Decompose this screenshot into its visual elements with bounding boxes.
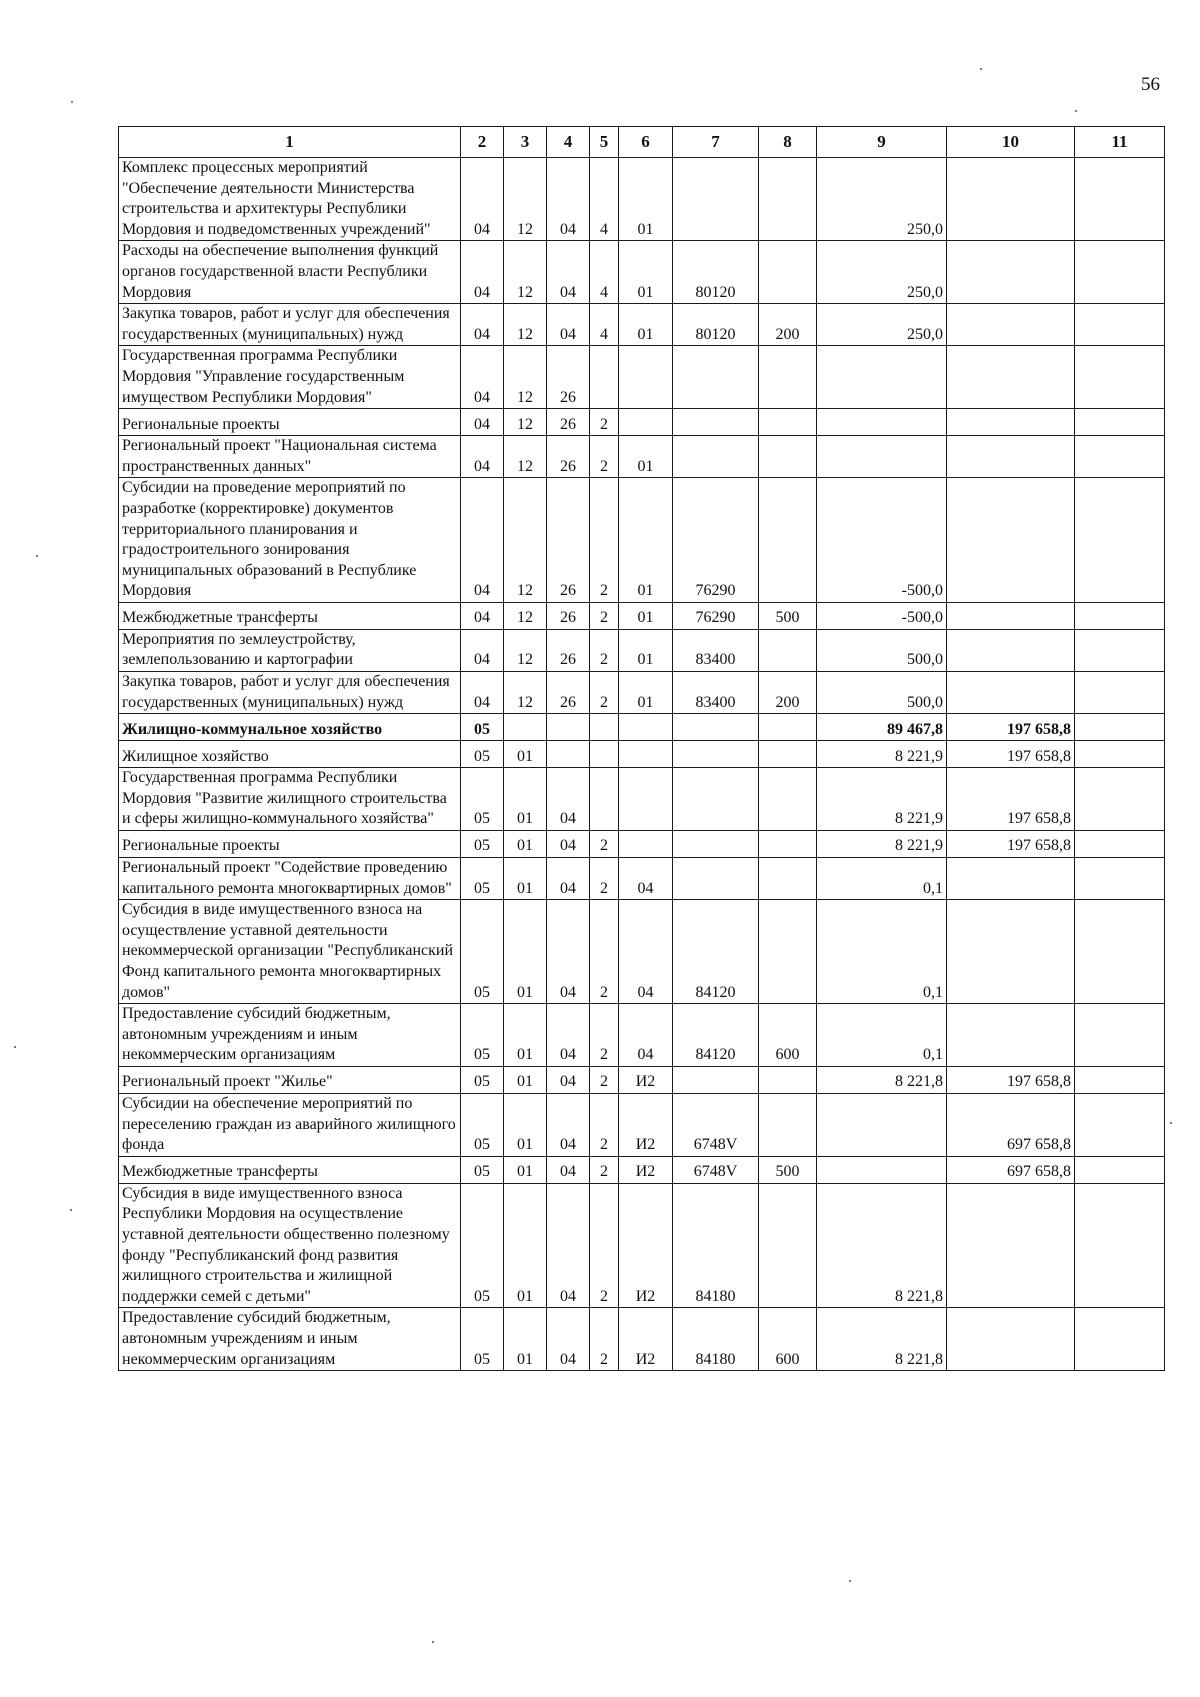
table-cell	[947, 858, 1075, 900]
scan-speck	[71, 101, 73, 103]
table-cell	[947, 304, 1075, 346]
row-name-cell: Предоставление субсидий бюджетным, автономным учреждениям и иным некоммерческим организациям	[119, 1004, 461, 1067]
table-cell: 01	[504, 1156, 547, 1183]
table-cell	[1075, 831, 1165, 858]
table-cell	[759, 629, 817, 671]
table-cell	[547, 714, 590, 741]
table-row	[119, 478, 1165, 603]
column-header: 4	[547, 127, 590, 158]
row-name-cell: Региональные проекты	[119, 831, 461, 858]
column-header: 5	[590, 127, 619, 158]
table-cell: 2	[590, 831, 619, 858]
table-cell	[1075, 436, 1165, 478]
table-cell: И2	[619, 1066, 673, 1093]
table-cell	[947, 346, 1075, 409]
column-header: 10	[947, 127, 1075, 158]
table-cell	[1075, 241, 1165, 304]
table-cell: 01	[619, 629, 673, 671]
table-cell: 250,0	[817, 158, 947, 241]
table-cell: 01	[504, 831, 547, 858]
row-name-cell: Региональные проекты	[119, 409, 461, 436]
table-cell	[1075, 900, 1165, 1004]
table-cell	[1075, 714, 1165, 741]
table-cell: 83400	[673, 672, 759, 714]
row-name-cell: Государственная программа Республики Мордовия "Развитие жилищного строительства и сферы жилищно-коммунального хозяйства"	[119, 768, 461, 831]
table-row	[119, 714, 1165, 741]
table-cell: 83400	[673, 629, 759, 671]
row-name-cell: Комплекс процессных мероприятий "Обеспечение деятельности Министерства строительства и архитектуры Республики Мордовия и подведомственных учреждений"	[119, 158, 461, 241]
table-cell	[1075, 1183, 1165, 1308]
table-cell	[947, 1183, 1075, 1308]
table-cell	[817, 1093, 947, 1156]
table-cell: 6748V	[673, 1093, 759, 1156]
table-cell	[1075, 409, 1165, 436]
table-cell: 04	[547, 158, 590, 241]
table-cell: 84120	[673, 900, 759, 1004]
table-cell	[947, 409, 1075, 436]
table-cell: 2	[590, 436, 619, 478]
table-cell	[673, 1066, 759, 1093]
row-name-cell: Жилищно-коммунальное хозяйство	[119, 714, 461, 741]
row-name-cell: Предоставление субсидий бюджетным, автономным учреждениям и иным некоммерческим организациям	[119, 1308, 461, 1371]
table-cell: И2	[619, 1093, 673, 1156]
table-row	[119, 1004, 1165, 1067]
table-cell: 12	[504, 346, 547, 409]
table-cell: 05	[461, 1156, 504, 1183]
table-cell	[619, 831, 673, 858]
table-cell: 26	[547, 436, 590, 478]
table-cell: 0,1	[817, 1004, 947, 1067]
table-cell	[1075, 1308, 1165, 1371]
table-cell	[759, 741, 817, 768]
table-cell: 2	[590, 409, 619, 436]
table-cell: 2	[590, 1066, 619, 1093]
column-header: 6	[619, 127, 673, 158]
table-cell: 8 221,8	[817, 1183, 947, 1308]
table-cell: 04	[619, 1004, 673, 1067]
table-cell: 250,0	[817, 241, 947, 304]
table-cell: 05	[461, 768, 504, 831]
table-cell: 04	[547, 1004, 590, 1067]
table-cell	[1075, 629, 1165, 671]
scan-speck	[849, 1580, 851, 1582]
table-cell	[759, 1183, 817, 1308]
table-cell	[947, 158, 1075, 241]
table-cell: 01	[504, 1308, 547, 1371]
table-cell: 01	[619, 672, 673, 714]
row-name-cell: Субсидии на проведение мероприятий по разработке (корректировке) документов территориального планирования и градостроительного зонирования муниципальных образований в Республике Мордовия	[119, 478, 461, 603]
table-cell: 12	[504, 304, 547, 346]
table-row	[119, 768, 1165, 831]
table-cell	[673, 346, 759, 409]
table-cell: 04	[547, 1093, 590, 1156]
table-cell: 89 467,8	[817, 714, 947, 741]
row-name-cell: Субсидия в виде имущественного взноса на осуществление уставной деятельности некоммерческой организации "Республиканский Фонд капитального ремонта многоквартирных домов"	[119, 900, 461, 1004]
column-header: 3	[504, 127, 547, 158]
table-cell: 250,0	[817, 304, 947, 346]
table-cell: 84180	[673, 1308, 759, 1371]
table-cell	[1075, 346, 1165, 409]
column-header: 8	[759, 127, 817, 158]
table-cell	[673, 436, 759, 478]
table-cell: 2	[590, 1308, 619, 1371]
table-row	[119, 672, 1165, 714]
table-row	[119, 1093, 1165, 1156]
table-cell: -500,0	[817, 478, 947, 603]
table-cell	[673, 768, 759, 831]
table-cell	[947, 672, 1075, 714]
table-cell	[759, 346, 817, 409]
table-cell: 197 658,8	[947, 714, 1075, 741]
table-cell: 04	[461, 629, 504, 671]
table-cell	[759, 1093, 817, 1156]
table-cell: 200	[759, 672, 817, 714]
table-cell: 01	[619, 478, 673, 603]
table-cell: 2	[590, 1156, 619, 1183]
table-cell	[759, 1066, 817, 1093]
table-cell: 04	[547, 1183, 590, 1308]
scan-speck	[70, 1209, 72, 1211]
table-cell	[673, 158, 759, 241]
table-cell	[619, 714, 673, 741]
table-cell: 04	[461, 241, 504, 304]
table-row	[119, 900, 1165, 1004]
table-cell: 05	[461, 1004, 504, 1067]
table-cell: 76290	[673, 602, 759, 629]
table-cell: 04	[547, 1308, 590, 1371]
table-cell: 01	[504, 858, 547, 900]
table-cell	[759, 900, 817, 1004]
table-cell	[947, 241, 1075, 304]
scan-speck	[36, 555, 38, 557]
table-cell: 04	[461, 602, 504, 629]
table-cell: 500,0	[817, 629, 947, 671]
table-cell	[673, 741, 759, 768]
table-cell	[759, 478, 817, 603]
row-name-cell: Жилищное хозяйство	[119, 741, 461, 768]
column-header: 11	[1075, 127, 1165, 158]
table-row	[119, 241, 1165, 304]
table-cell: 4	[590, 158, 619, 241]
table-cell	[817, 346, 947, 409]
column-header: 1	[119, 127, 461, 158]
table-cell	[1075, 1004, 1165, 1067]
table-cell: 05	[461, 831, 504, 858]
table-cell: 04	[461, 346, 504, 409]
table-cell	[504, 714, 547, 741]
table-cell	[759, 409, 817, 436]
table-cell: 01	[504, 900, 547, 1004]
table-cell: 04	[547, 858, 590, 900]
table-cell	[947, 1004, 1075, 1067]
table-cell: 12	[504, 602, 547, 629]
table-cell: 05	[461, 714, 504, 741]
table-cell	[947, 900, 1075, 1004]
table-cell: 80120	[673, 241, 759, 304]
table-cell	[947, 1308, 1075, 1371]
table-cell	[1075, 478, 1165, 603]
table-cell: 01	[619, 158, 673, 241]
table-cell: 4	[590, 304, 619, 346]
table-cell	[759, 436, 817, 478]
table-cell: 12	[504, 158, 547, 241]
table-cell: 76290	[673, 478, 759, 603]
scan-speck	[14, 1046, 16, 1048]
table-cell: 04	[619, 900, 673, 1004]
table-row	[119, 1308, 1165, 1371]
table-cell	[619, 346, 673, 409]
table-cell: 04	[547, 768, 590, 831]
table-cell: 197 658,8	[947, 768, 1075, 831]
table-cell: 2	[590, 1004, 619, 1067]
table-cell: 2	[590, 478, 619, 603]
column-header: 7	[673, 127, 759, 158]
table-cell: 12	[504, 478, 547, 603]
table-row	[119, 304, 1165, 346]
table-row	[119, 1156, 1165, 1183]
table-cell: 2	[590, 1183, 619, 1308]
table-cell	[1075, 672, 1165, 714]
table-cell	[1075, 158, 1165, 241]
table-row	[119, 831, 1165, 858]
table-cell: 04	[547, 304, 590, 346]
table-cell: 12	[504, 629, 547, 671]
table-cell	[759, 241, 817, 304]
table-row	[119, 346, 1165, 409]
row-name-cell: Закупка товаров, работ и услуг для обеспечения государственных (муниципальных) нужд	[119, 304, 461, 346]
table-cell	[619, 741, 673, 768]
table-cell	[1075, 602, 1165, 629]
table-row	[119, 409, 1165, 436]
table-row	[119, 1066, 1165, 1093]
table-cell: 2	[590, 629, 619, 671]
table-cell: 01	[504, 1066, 547, 1093]
table-cell	[759, 158, 817, 241]
table-cell: 500,0	[817, 672, 947, 714]
table-cell: 01	[504, 768, 547, 831]
table-cell: 197 658,8	[947, 1066, 1075, 1093]
scan-speck	[432, 1641, 434, 1643]
table-cell: 197 658,8	[947, 831, 1075, 858]
table-row	[119, 158, 1165, 241]
row-name-cell: Мероприятия по землеустройству, землепользованию и картографии	[119, 629, 461, 671]
table-cell: 600	[759, 1308, 817, 1371]
table-cell: 26	[547, 602, 590, 629]
row-name-cell: Региональный проект "Национальная система пространственных данных"	[119, 436, 461, 478]
table-cell	[1075, 768, 1165, 831]
table-row	[119, 436, 1165, 478]
table-cell: 05	[461, 741, 504, 768]
table-cell: 04	[619, 858, 673, 900]
table-cell: 04	[461, 158, 504, 241]
row-name-cell: Государственная программа Республики Мордовия "Управление государственным имуществом Республики Мордовия"	[119, 346, 461, 409]
table-cell: И2	[619, 1183, 673, 1308]
table-cell: 8 221,8	[817, 1308, 947, 1371]
row-name-cell: Межбюджетные трансферты	[119, 1156, 461, 1183]
table-cell: 26	[547, 346, 590, 409]
table-cell: 04	[461, 478, 504, 603]
table-cell: 12	[504, 436, 547, 478]
table-cell: 05	[461, 858, 504, 900]
table-cell: 05	[461, 900, 504, 1004]
table-cell: 01	[504, 741, 547, 768]
row-name-cell: Региональный проект "Жилье"	[119, 1066, 461, 1093]
table-cell: 697 658,8	[947, 1156, 1075, 1183]
table-cell: 04	[547, 1066, 590, 1093]
table-cell: 80120	[673, 304, 759, 346]
table-cell: 26	[547, 409, 590, 436]
table-cell: 01	[619, 602, 673, 629]
table-cell: 01	[619, 436, 673, 478]
table-cell: 01	[504, 1093, 547, 1156]
table-cell: 6748V	[673, 1156, 759, 1183]
table-row	[119, 629, 1165, 671]
table-cell	[590, 768, 619, 831]
table-cell: 697 658,8	[947, 1093, 1075, 1156]
table-cell: 01	[504, 1004, 547, 1067]
table-cell: 2	[590, 602, 619, 629]
column-header: 9	[817, 127, 947, 158]
table-row	[119, 602, 1165, 629]
table-cell: 500	[759, 602, 817, 629]
table-cell	[759, 858, 817, 900]
row-name-cell: Межбюджетные трансферты	[119, 602, 461, 629]
table-cell: 8 221,9	[817, 768, 947, 831]
row-name-cell: Субсидия в виде имущественного взноса Республики Мордовия на осуществление уставной деятельности общественно полезному фонду "Республиканский фонд развития жилищного строительства и жилищной поддержки семей с детьми"	[119, 1183, 461, 1308]
table-row	[119, 1183, 1165, 1308]
table-cell	[947, 436, 1075, 478]
table-cell	[817, 409, 947, 436]
table-row	[119, 741, 1165, 768]
table-cell: 26	[547, 478, 590, 603]
header-row	[119, 127, 1165, 158]
table-cell	[759, 768, 817, 831]
table-cell	[1075, 304, 1165, 346]
table-cell: И2	[619, 1156, 673, 1183]
table-cell	[673, 831, 759, 858]
table-cell: 12	[504, 409, 547, 436]
table-cell: 26	[547, 629, 590, 671]
table-cell: 84120	[673, 1004, 759, 1067]
table-row	[119, 858, 1165, 900]
table-cell: 2	[590, 900, 619, 1004]
table-cell: 84180	[673, 1183, 759, 1308]
table-cell: 200	[759, 304, 817, 346]
table-cell	[673, 409, 759, 436]
table-cell	[947, 478, 1075, 603]
table-cell: 197 658,8	[947, 741, 1075, 768]
table-cell: 05	[461, 1308, 504, 1371]
row-name-cell: Региональный проект "Содействие проведению капитального ремонта многоквартирных домов"	[119, 858, 461, 900]
table-cell	[619, 409, 673, 436]
table-cell: 05	[461, 1183, 504, 1308]
table-cell: 04	[547, 900, 590, 1004]
table-cell: 01	[504, 1183, 547, 1308]
table-cell: 8 221,8	[817, 1066, 947, 1093]
row-name-cell: Закупка товаров, работ и услуг для обеспечения государственных (муниципальных) нужд	[119, 672, 461, 714]
table-cell	[590, 741, 619, 768]
table-cell: -500,0	[817, 602, 947, 629]
table-cell: 600	[759, 1004, 817, 1067]
table-cell: 05	[461, 1066, 504, 1093]
table-cell: 04	[547, 1156, 590, 1183]
table-cell: 2	[590, 858, 619, 900]
table-cell	[673, 858, 759, 900]
table-cell: И2	[619, 1308, 673, 1371]
table-cell	[759, 714, 817, 741]
table-cell: 04	[547, 831, 590, 858]
scan-speck	[1170, 1122, 1172, 1124]
table-cell: 04	[461, 409, 504, 436]
table-cell	[547, 741, 590, 768]
table-cell	[1075, 741, 1165, 768]
table-cell: 4	[590, 241, 619, 304]
table-cell	[673, 714, 759, 741]
table-cell: 12	[504, 672, 547, 714]
table-cell	[1075, 1156, 1165, 1183]
table-cell: 12	[504, 241, 547, 304]
table-cell: 01	[619, 304, 673, 346]
table-cell	[817, 1156, 947, 1183]
row-name-cell: Расходы на обеспечение выполнения функций органов государственной власти Республики Мордовия	[119, 241, 461, 304]
scan-speck	[980, 68, 982, 70]
table-cell: 04	[461, 672, 504, 714]
table-cell: 0,1	[817, 900, 947, 1004]
table-cell: 500	[759, 1156, 817, 1183]
table-cell: 04	[461, 436, 504, 478]
table-cell	[1075, 1093, 1165, 1156]
table-cell: 2	[590, 672, 619, 714]
table-cell	[817, 436, 947, 478]
table-cell	[1075, 858, 1165, 900]
table-cell	[590, 714, 619, 741]
table-cell	[1075, 1066, 1165, 1093]
row-name-cell: Субсидии на обеспечение мероприятий по переселению граждан из аварийного жилищного фонда	[119, 1093, 461, 1156]
page-number: 56	[1141, 74, 1160, 95]
table-cell: 26	[547, 672, 590, 714]
table-cell: 8 221,9	[817, 741, 947, 768]
budget-table	[118, 126, 1165, 1371]
table-cell: 04	[547, 241, 590, 304]
scan-speck	[1075, 110, 1077, 112]
table-cell	[759, 831, 817, 858]
table-cell	[590, 346, 619, 409]
table-cell	[947, 602, 1075, 629]
table-cell: 8 221,9	[817, 831, 947, 858]
column-header: 2	[461, 127, 504, 158]
table-cell: 0,1	[817, 858, 947, 900]
table-cell: 2	[590, 1093, 619, 1156]
table-cell: 01	[619, 241, 673, 304]
table-cell: 04	[461, 304, 504, 346]
table-body	[119, 158, 1165, 1371]
table-cell	[619, 768, 673, 831]
table-cell: 05	[461, 1093, 504, 1156]
table-cell	[947, 629, 1075, 671]
